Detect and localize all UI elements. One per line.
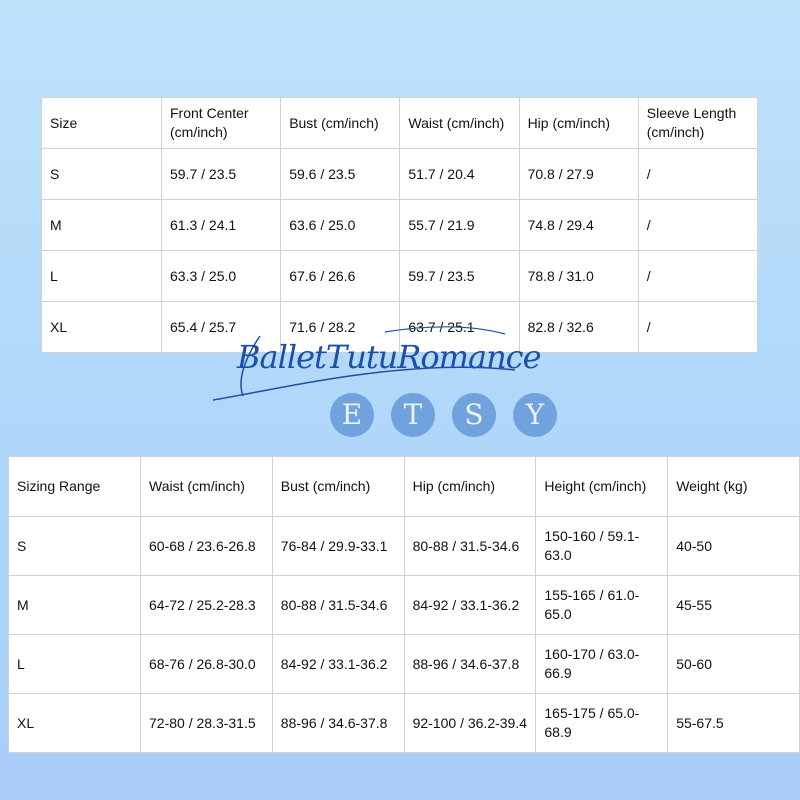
brand-watermark	[205, 318, 565, 443]
table-cell: 51.7 / 20.4	[400, 149, 519, 200]
table-cell: XL	[42, 302, 162, 353]
table-cell: 160-170 / 63.0-66.9	[536, 635, 668, 694]
table-cell: 50-60	[668, 635, 800, 694]
table-row	[9, 694, 800, 753]
etsy-letter-y: Y	[513, 393, 557, 437]
table-cell: 80-88 / 31.5-34.6	[272, 576, 404, 635]
table-cell: 165-175 / 65.0-68.9	[536, 694, 668, 753]
brand-name: BalletTutuRomance	[237, 338, 541, 376]
table-cell: 55-67.5	[668, 694, 800, 753]
table-row	[42, 149, 758, 200]
table-cell: 155-165 / 61.0-65.0	[536, 576, 668, 635]
table-row	[42, 251, 758, 302]
table-cell: 40-50	[668, 517, 800, 576]
table-cell: 71.6 / 28.2	[281, 302, 400, 353]
etsy-letter-e: E	[330, 393, 374, 437]
table-cell: 80-88 / 31.5-34.6	[404, 517, 536, 576]
table-cell: 70.8 / 27.9	[519, 149, 638, 200]
table-cell: /	[638, 200, 757, 251]
table-cell: 59.6 / 23.5	[281, 149, 400, 200]
table-cell: 45-55	[668, 576, 800, 635]
table-row	[42, 200, 758, 251]
table-cell: 150-160 / 59.1-63.0	[536, 517, 668, 576]
table-cell: 68-76 / 26.8-30.0	[141, 635, 273, 694]
sizing-range-table	[8, 456, 800, 753]
table-cell: XL	[9, 694, 141, 753]
table-cell: 55.7 / 21.9	[400, 200, 519, 251]
size-measurement-table	[41, 97, 758, 353]
table-cell: 74.8 / 29.4	[519, 200, 638, 251]
table-cell: S	[9, 517, 141, 576]
table-cell: 92-100 / 36.2-39.4	[404, 694, 536, 753]
header-cell: Front Center (cm/inch)	[162, 98, 281, 149]
table-cell: M	[9, 576, 141, 635]
table-cell: 84-92 / 33.1-36.2	[404, 576, 536, 635]
table-cell: 88-96 / 34.6-37.8	[272, 694, 404, 753]
table-cell: 64-72 / 25.2-28.3	[141, 576, 273, 635]
table-cell: 63.7 / 25.1	[400, 302, 519, 353]
table-row	[9, 635, 800, 694]
table-cell: /	[638, 149, 757, 200]
header-cell: Sleeve Length (cm/inch)	[638, 98, 757, 149]
header-cell: Size	[42, 98, 162, 149]
brand-swash-icon	[205, 318, 565, 443]
table-row	[9, 517, 800, 576]
table-cell: 65.4 / 25.7	[162, 302, 281, 353]
table-header-row	[9, 457, 800, 517]
table-cell: 61.3 / 24.1	[162, 200, 281, 251]
table-cell: L	[9, 635, 141, 694]
table-cell: 84-92 / 33.1-36.2	[272, 635, 404, 694]
table-cell: 78.8 / 31.0	[519, 251, 638, 302]
table-cell: S	[42, 149, 162, 200]
header-cell: Sizing Range	[9, 457, 141, 517]
header-cell: Waist (cm/inch)	[141, 457, 273, 517]
table-header-row	[42, 98, 758, 149]
table-cell: L	[42, 251, 162, 302]
table-cell: M	[42, 200, 162, 251]
header-cell: Bust (cm/inch)	[272, 457, 404, 517]
table-cell: 72-80 / 28.3-31.5	[141, 694, 273, 753]
table-cell: 60-68 / 23.6-26.8	[141, 517, 273, 576]
table-cell: /	[638, 302, 757, 353]
etsy-letter-s: S	[452, 393, 496, 437]
header-cell: Hip (cm/inch)	[519, 98, 638, 149]
table-row	[9, 576, 800, 635]
table-cell: 76-84 / 29.9-33.1	[272, 517, 404, 576]
etsy-letter-t: T	[391, 393, 435, 437]
header-cell: Hip (cm/inch)	[404, 457, 536, 517]
table-cell: 82.8 / 32.6	[519, 302, 638, 353]
table-cell: 59.7 / 23.5	[162, 149, 281, 200]
table-cell: 63.3 / 25.0	[162, 251, 281, 302]
table-cell: 63.6 / 25.0	[281, 200, 400, 251]
table-cell: /	[638, 251, 757, 302]
table-cell: 88-96 / 34.6-37.8	[404, 635, 536, 694]
table-cell: 59.7 / 23.5	[400, 251, 519, 302]
table-cell: 67.6 / 26.6	[281, 251, 400, 302]
header-cell: Weight (kg)	[668, 457, 800, 517]
header-cell: Height (cm/inch)	[536, 457, 668, 517]
header-cell: Bust (cm/inch)	[281, 98, 400, 149]
header-cell: Waist (cm/inch)	[400, 98, 519, 149]
